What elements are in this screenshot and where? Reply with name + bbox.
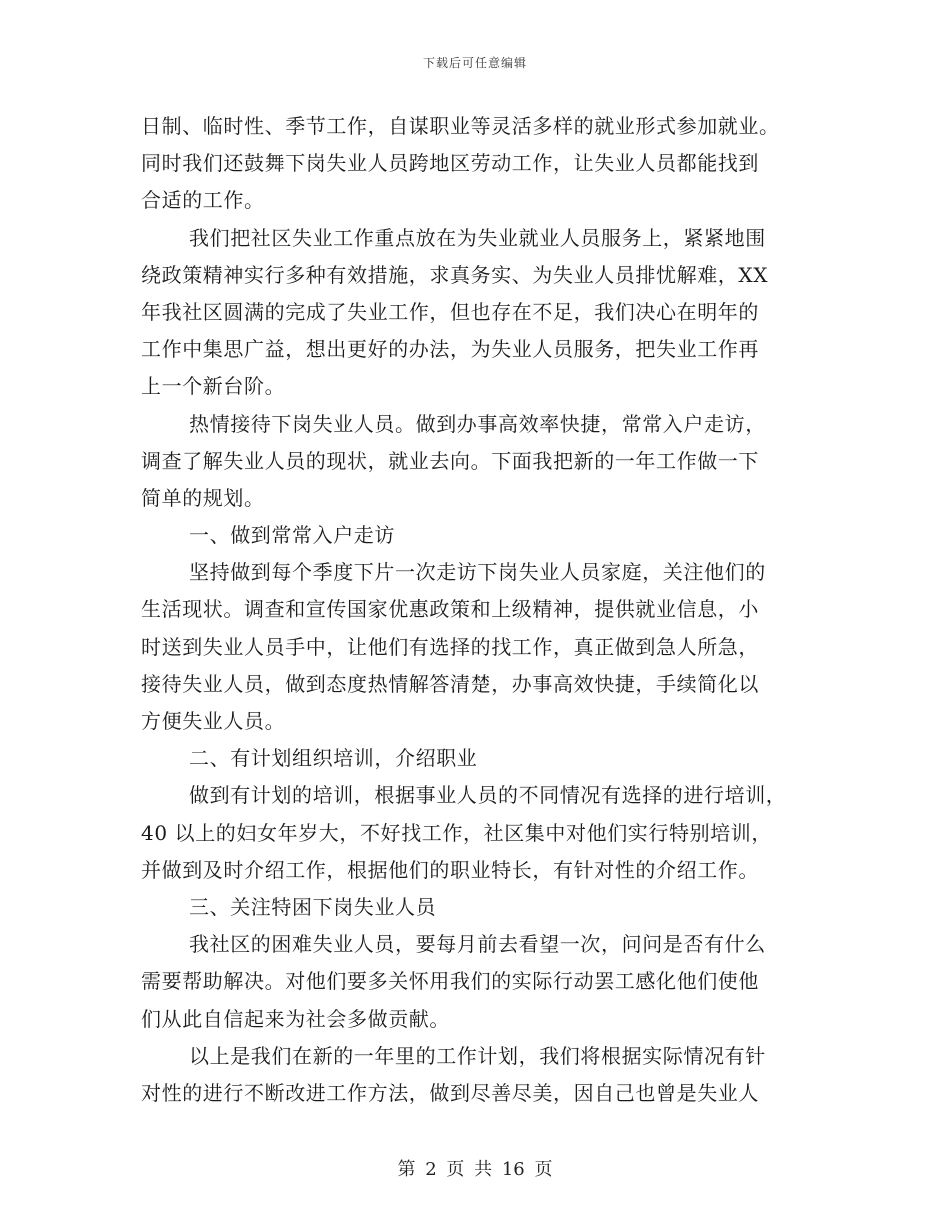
text-line: 简单的规划。 [141,485,265,510]
text-line: 做到有计划的培训，根据事业人员的不同情况有选择的进行培训， [189,783,787,808]
text-line: 合适的工作。 [141,188,265,213]
page-header-note: 下载后可任意编辑 [422,56,527,70]
document-body [141,108,813,1112]
text-line: 们从此自信起来为社会多做贡献。 [141,1006,450,1031]
section-heading: 二、有计划组织培训，介绍职业 [189,746,478,771]
section-heading: 一、做到常常入户走访 [189,523,395,548]
text-line: 需要帮助解决。对他们要多关怀用我们的实际行动罢工感化他们使他 [141,969,759,994]
text-line: 绕政策精神实行多种有效措施，求真务实、为失业人员排忧解难，XX [141,262,769,287]
section-heading: 三、关注特困下岗失业人员 [189,894,437,919]
text-line: 接待失业人员，做到态度热情解答清楚，办事高效快捷，手续简化以 [141,671,759,696]
text-line: 上一个新台阶。 [141,374,286,399]
text-line: 生活现状。调查和宣传国家优惠政策和上级精神，提供就业信息，小 [141,597,759,622]
text-line: 同时我们还鼓舞下岗失业人员跨地区劳动工作，让失业人员都能找到 [141,151,759,176]
text-line: 年我社区圆满的完成了失业工作，但也存在不足，我们决心在明年的 [141,299,759,324]
text-line: 时送到失业人员手中，让他们有选择的找工作，真正做到急人所急， [141,634,759,659]
text-line: 我社区的困难失业人员，要每月前去看望一次，问问是否有什么 [189,932,766,957]
text-line: 并做到及时介绍工作，根据他们的职业特长，有针对性的介绍工作。 [141,857,759,882]
text-line: 40 以上的妇女年岁大，不好找工作，社区集中对他们实行特别培训， [141,820,773,845]
text-line: 热情接待下岗失业人员。做到办事高效率快捷，常常入户走访， [189,411,766,436]
text-line: 对性的进行不断改进工作方法，做到尽善尽美，因自己也曾是失业人 [141,1080,759,1105]
text-line: 我们把社区失业工作重点放在为失业就业人员服务上，紧紧地围 [189,225,766,250]
text-line: 调查了解失业人员的现状，就业去向。下面我把新的一年工作做一下 [141,448,759,473]
text-line: 日制、临时性、季节工作，自谋职业等灵活多样的就业形式参加就业。 [141,114,780,138]
text-line: 工作中集思广益，想出更好的办法，为失业人员服务，把失业工作再 [141,337,759,362]
text-line: 方便失业人员。 [141,709,286,733]
text-line: 以上是我们在新的一年里的工作计划，我们将根据实际情况有针 [189,1043,766,1068]
text-line: 坚持做到每个季度下片一次走访下岗失业人员家庭，关注他们的 [189,560,766,585]
page-number: 第 2 页 共 16 页 [397,1159,553,1180]
